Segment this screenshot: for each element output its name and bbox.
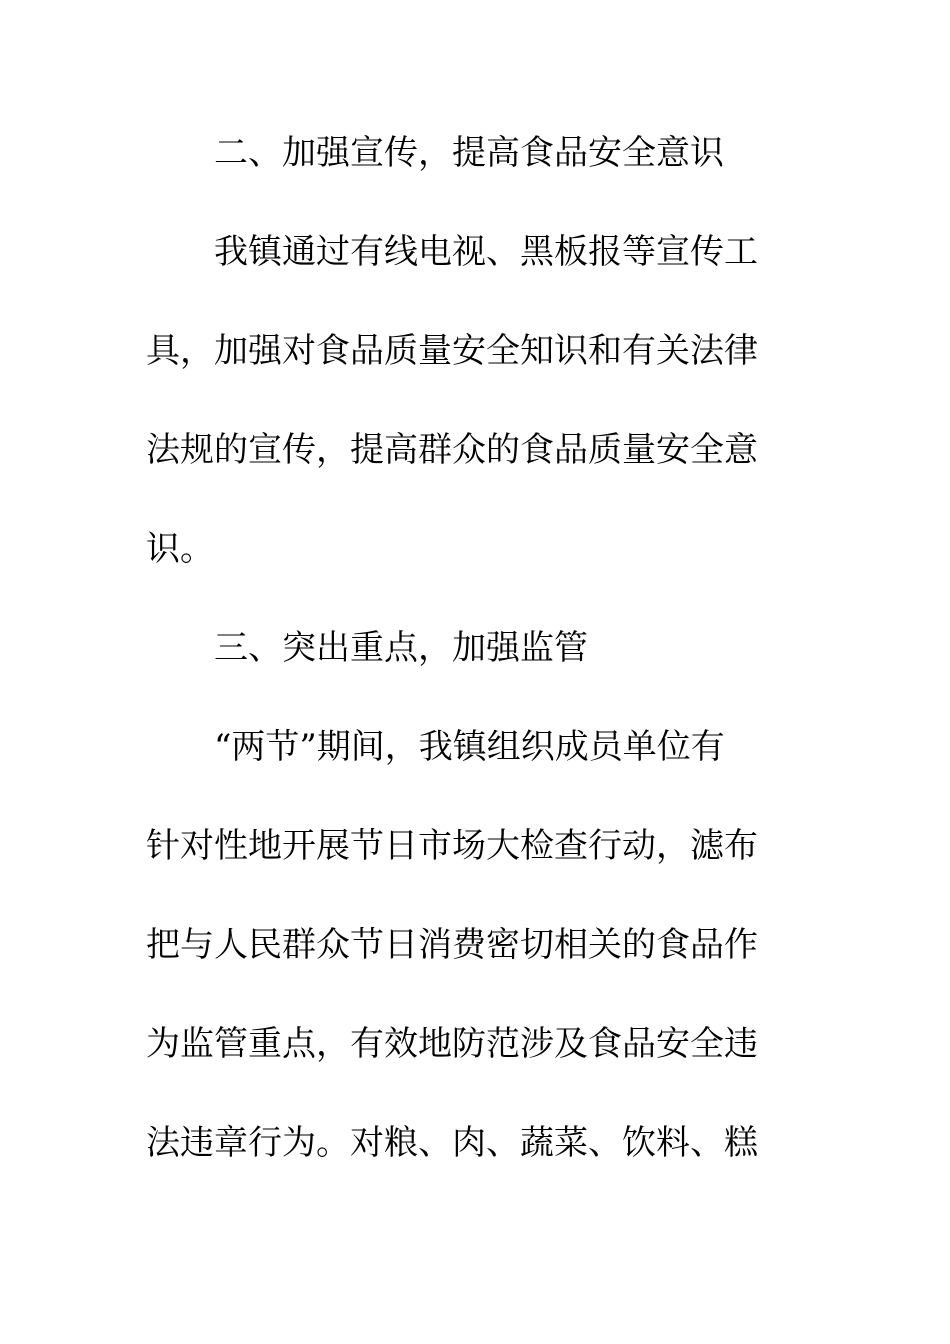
paragraph-line: 具，加强对食品质量安全知识和有关法律 — [146, 331, 758, 371]
document-body — [146, 104, 776, 1193]
paragraph-line: 我镇通过有线电视、黑板报等宣传工 — [214, 232, 758, 272]
section-heading-2: 二、加强宣传，提高食品安全意识 — [214, 133, 724, 173]
paragraph-line: 为监管重点，有效地防范涉及食品安全违 — [146, 1024, 758, 1064]
paragraph-line: 法违章行为。对粮、肉、蔬菜、饮料、糕 — [146, 1123, 758, 1163]
paragraph-line: 识。 — [146, 529, 214, 569]
paragraph-line: 把与人民群众节日消费密切相关的食品作 — [146, 925, 758, 965]
paragraph-line: 法规的宣传，提高群众的食品质量安全意 — [146, 430, 758, 470]
paragraph-line: 针对性地开展节日市场大检查行动，滤布 — [146, 826, 758, 866]
paragraph-line: “两节”期间，我镇组织成员单位有 — [214, 727, 725, 767]
section-heading-3: 三、突出重点，加强监管 — [214, 628, 588, 668]
